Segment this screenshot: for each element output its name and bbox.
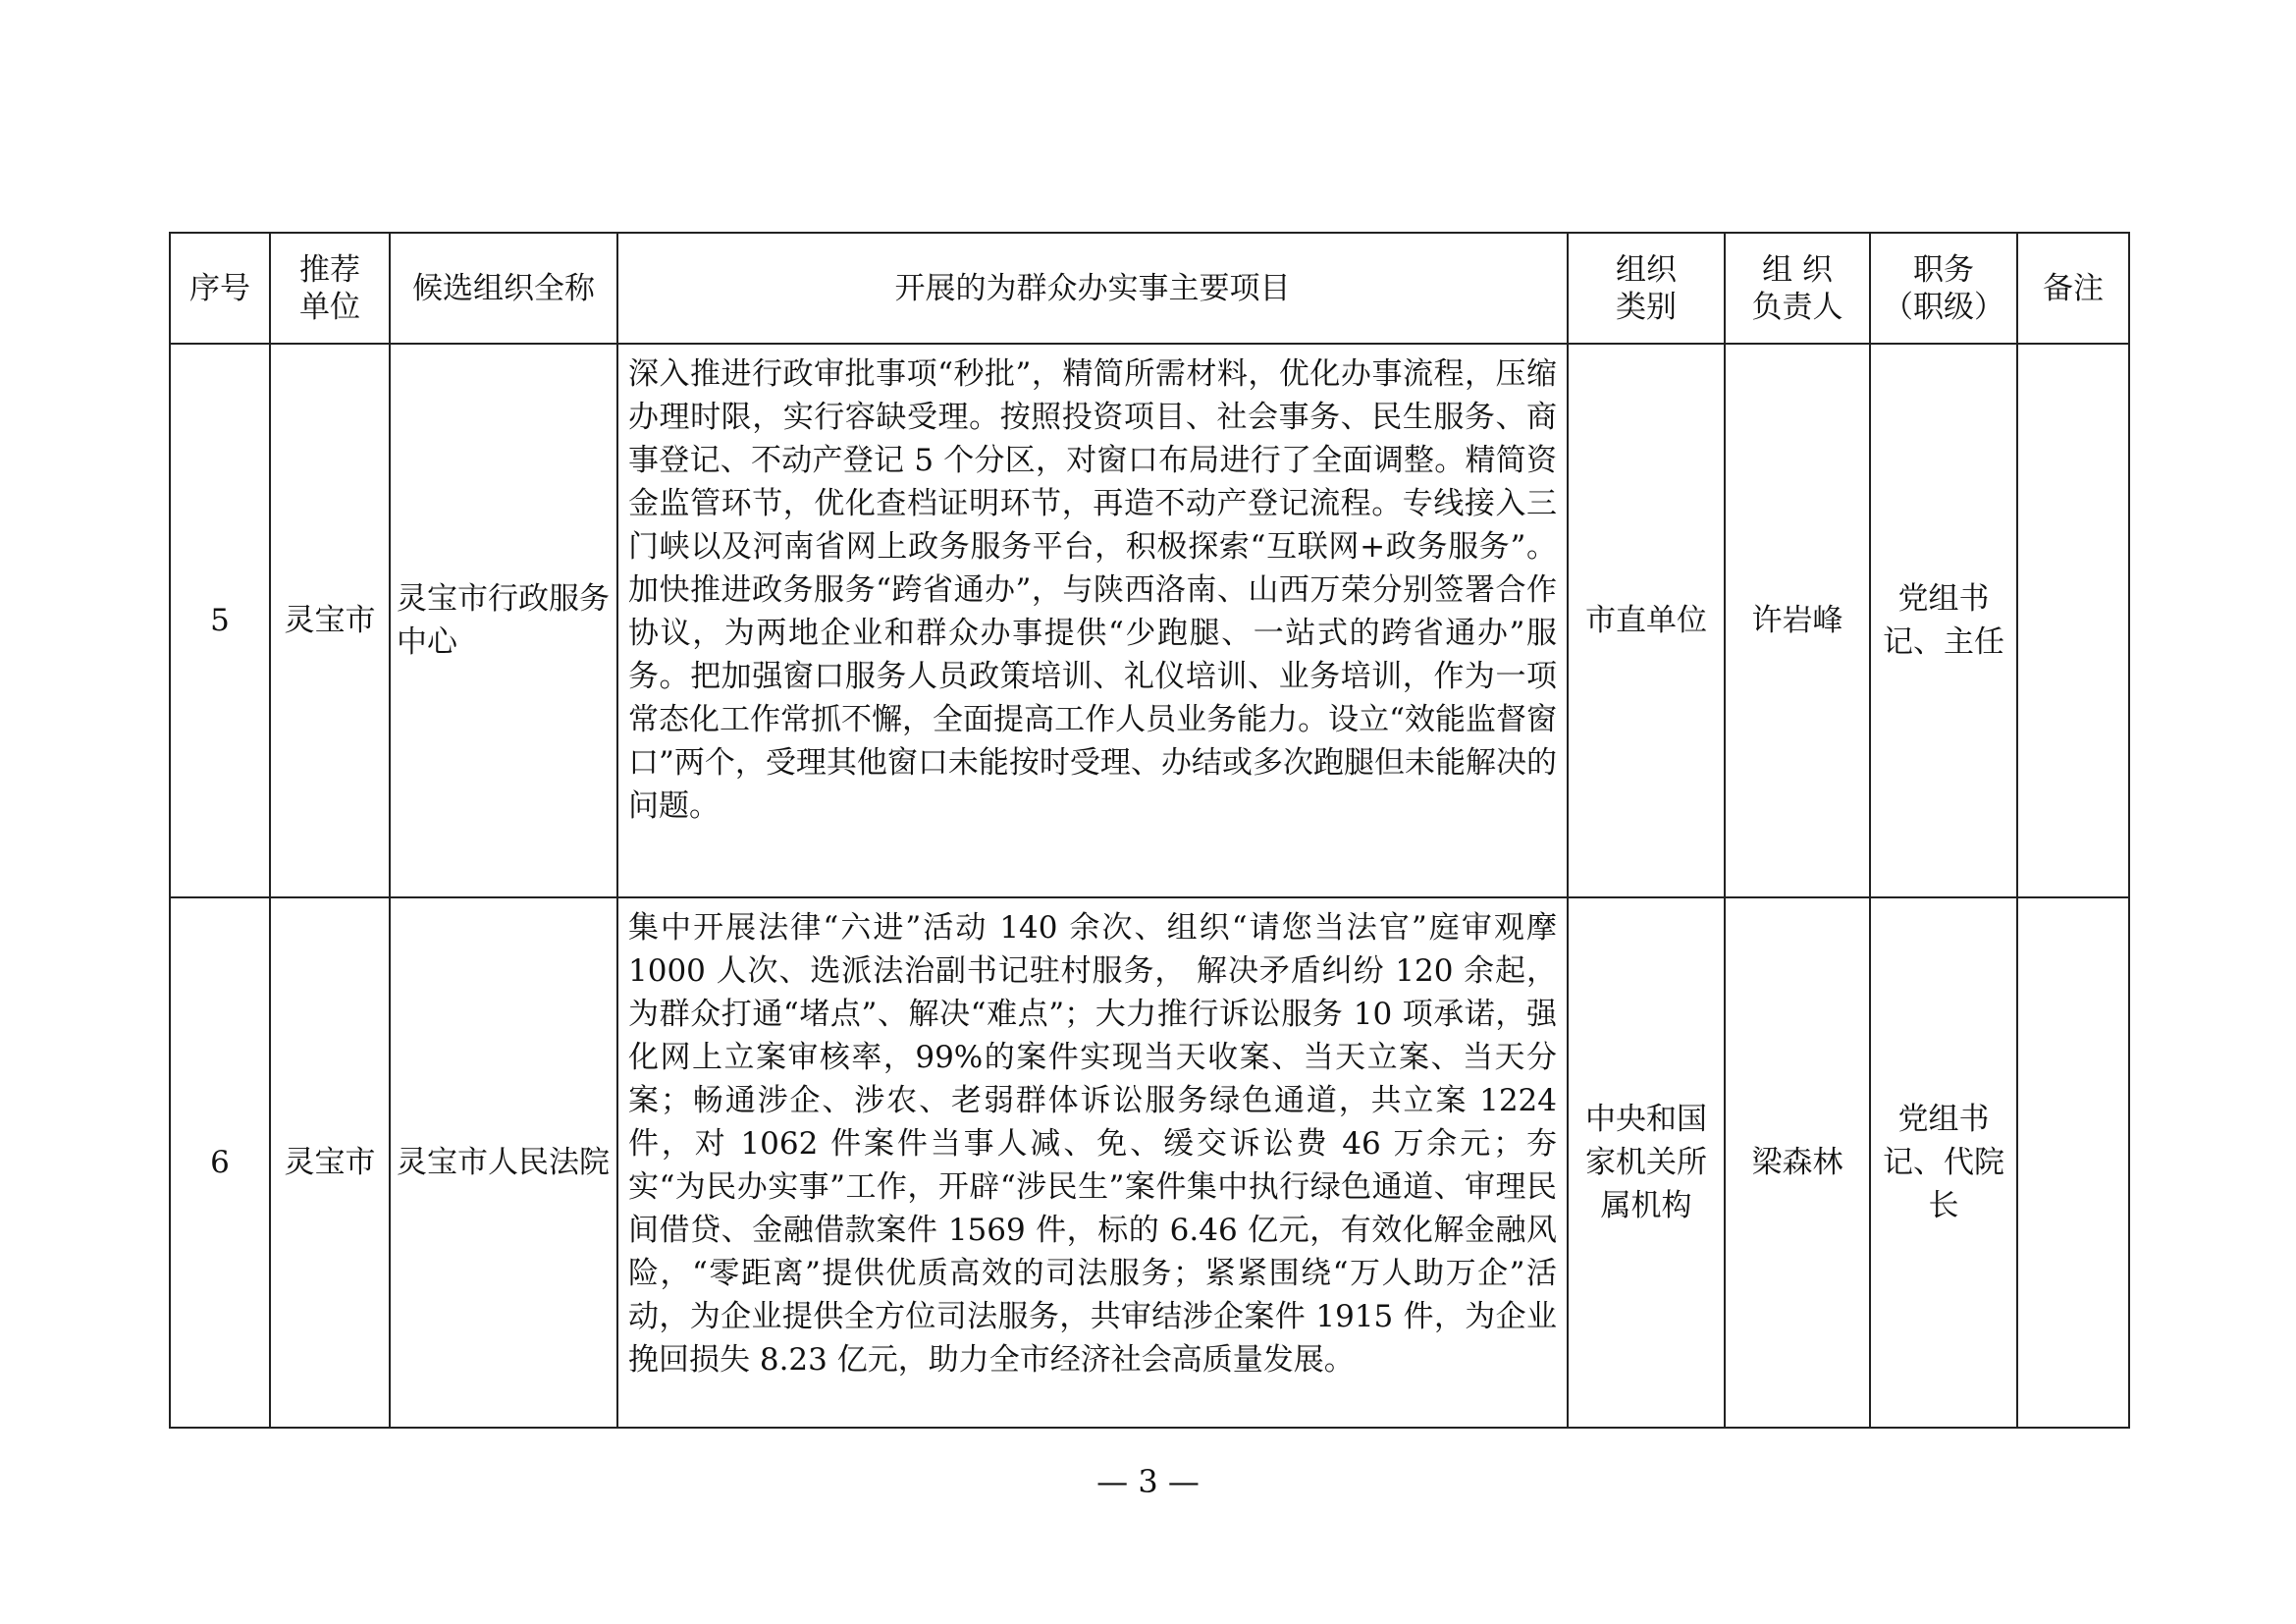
- row-leader: 梁森林: [1725, 897, 1870, 1428]
- row-projects: 集中开展法律“六进”活动 140 余次、组织“请您当法官”庭审观摩 1000 人次、选派法治副书记驻村服务， 解决矛盾纠纷 120 余起，为群众打通“堵点”、解决“难点”；大力推行诉讼服务 10 项承诺，强化网上立案审核率，99%的案件实现当天收案、当天立案、当天分案；畅通涉企、涉农、老弱群体诉讼服务绿色通道，共立案 1224 件，对 1062 件案件当事人减、免、缓交诉讼费 46 万余元；夯实“为民办实事”工作，开辟“涉民生”案件集中执行绿色通道、审理民间借贷、金融借款案件 1569 件，标的 6.46 亿元，有效化解金融风险，“零距离”提供优质高效的司法服务；紧紧围绕“万人助万企”活动，为企业提供全方位司法服务，共审结涉企案件 1915 件，为企业挽回损失 8.23 亿元，助力全市经济社会高质量发展。: [617, 897, 1568, 1428]
- candidate-table: [169, 232, 2130, 1429]
- row-position: 党组书记、代院长: [1870, 897, 2017, 1428]
- header-main-projects: 开展的为群众办实事主要项目: [617, 233, 1568, 344]
- header-org-leader: 组 织 负责人: [1725, 233, 1870, 344]
- row-index: 5: [170, 344, 270, 897]
- header-recommending-unit: 推荐 单位: [270, 233, 390, 344]
- table-header-row: [170, 233, 2129, 344]
- table-row: [170, 344, 2129, 897]
- row-unit: 灵宝市: [270, 344, 390, 897]
- row-category: 市直单位: [1568, 344, 1725, 897]
- header-org-full-name: 候选组织全称: [390, 233, 617, 344]
- row-org-name: 灵宝市行政服务中心: [390, 344, 617, 897]
- row-leader: 许岩峰: [1725, 344, 1870, 897]
- row-position: 党组书记、主任: [1870, 344, 2017, 897]
- header-remark: 备注: [2017, 233, 2129, 344]
- row-unit: 灵宝市: [270, 897, 390, 1428]
- row-remark: [2017, 897, 2129, 1428]
- row-category: 中央和国家机关所属机构: [1568, 897, 1725, 1428]
- table-row: [170, 897, 2129, 1428]
- row-org-name: 灵宝市人民法院: [390, 897, 617, 1428]
- row-projects: 深入推进行政审批事项“秒批”，精简所需材料，优化办事流程，压缩办理时限，实行容缺受理。按照投资项目、社会事务、民生服务、商事登记、不动产登记 5 个分区，对窗口布局进行了全面调整。精简资金监管环节，优化查档证明环节，再造不动产登记流程。专线接入三门峡以及河南省网上政务服务平台，积极探索“互联网+政务服务”。加快推进政务服务“跨省通办”，与陕西洛南、山西万荣分别签署合作协议，为两地企业和群众办事提供“少跑腿、一站式的跨省通办”服务。把加强窗口服务人员政策培训、礼仪培训、业务培训，作为一项常态化工作常抓不懈，全面提高工作人员业务能力。设立“效能监督窗口”两个，受理其他窗口未能按时受理、办结或多次跑腿但未能解决的问题。: [617, 344, 1568, 897]
- header-index: 序号: [170, 233, 270, 344]
- header-position: 职务 （职级）: [1870, 233, 2017, 344]
- row-index: 6: [170, 897, 270, 1428]
- row-remark: [2017, 344, 2129, 897]
- header-org-category: 组织 类别: [1568, 233, 1725, 344]
- page-number: — 3 —: [1096, 1463, 1200, 1500]
